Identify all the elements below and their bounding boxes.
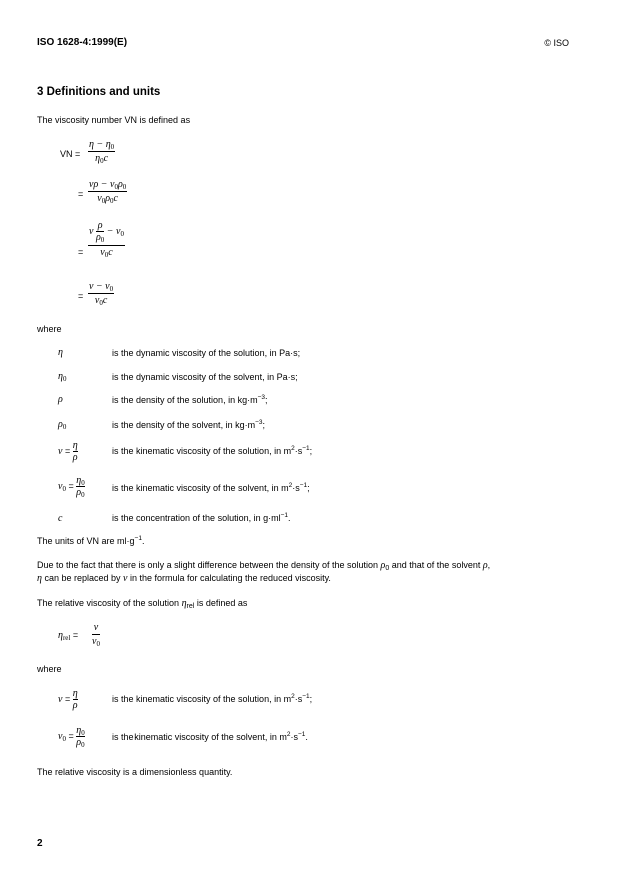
page-number: 2: [37, 838, 43, 849]
symbol-c: c: [58, 513, 63, 524]
eq2-numerator: $\nu\rho - \nu_0\rho_0$: [89, 179, 127, 191]
rel-numerator: ν: [93, 622, 99, 633]
definition-text: is the concentration of the solution, in $g\cdot ml^{-1}$.: [112, 512, 291, 523]
vn-label: VN =: [60, 149, 81, 159]
symbol-eta: η: [58, 347, 63, 358]
symbol-nu0-2: $\nu_0$ = $\frac{\eta_0}{\rho_0}$: [58, 725, 85, 749]
equation-4: [88, 281, 114, 306]
where-label: where: [37, 324, 62, 334]
section-title: 3 Definitions and units: [37, 86, 161, 98]
equation-1: [88, 139, 115, 164]
paragraph-line-2: η can be replaced by ν in the formula for calculating the reduced viscosity.: [37, 573, 331, 584]
definition-text: is the kinematic viscosity of the solvent, in $m^2\cdot s^{-1}$.: [112, 731, 308, 742]
definition-text: is the kinematic viscosity of the solution, in $m^2\cdot s^{-1}$;: [112, 693, 313, 704]
symbol-nu-2: ν = $\frac{\eta}{\rho}$: [58, 688, 78, 711]
eq1-numerator: $\eta - \eta_0$: [89, 139, 115, 151]
relative-viscosity-intro: The relative viscosity of the solution $\eta_{rel}$ is defined as: [37, 598, 248, 610]
symbol-rho: ρ: [58, 394, 63, 405]
definition-text: is the kinematic viscosity of the solution, in $m^2\cdot s^{-1}$;: [112, 445, 313, 456]
equation-3: [88, 220, 125, 258]
definition-text: is the density of the solvent, in $kg\cdot m^{-3}$;: [112, 419, 266, 430]
eq4-numerator: $\nu - \nu_0$: [89, 281, 114, 293]
definition-text: is the kinematic viscosity of the solvent, in $m^2\cdot s^{-1}$;: [112, 482, 310, 493]
eq4-equals: =: [78, 291, 84, 301]
rel-eq-lhs: $\eta_{rel}$ =: [58, 630, 79, 642]
symbol-eta0: $\eta_0$: [58, 371, 67, 383]
document-id: ISO 1628-4:1999(E): [37, 37, 128, 48]
eq3-numerator: ν $\frac{\rho}{\rho_0}$ − $\nu_0$: [89, 220, 124, 244]
symbol-nu0: $\nu_0$ = $\frac{\eta_0}{\rho_0}$: [58, 475, 85, 499]
closing-text: The relative viscosity is a dimensionless quantity.: [37, 767, 233, 777]
relative-viscosity-equation: [92, 622, 100, 647]
intro-text: The viscosity number VN is defined as: [37, 115, 191, 125]
eq3-denominator: $\nu_0c$: [100, 247, 113, 259]
definition-text: is the density of the solution, in $kg\cdot m^{-3}$;: [112, 394, 268, 405]
symbol-nu: ν = $\frac{\eta}{\rho}$: [58, 440, 78, 463]
definition-text: is the dynamic viscosity of the solution, in Pa·s;: [112, 348, 301, 358]
eq3-inner-fraction: $\frac{\rho}{\rho_0}$: [95, 220, 105, 244]
definition-text: is the dynamic viscosity of the solvent, in Pa·s;: [112, 372, 298, 382]
eq4-denominator: $\nu_0c$: [94, 295, 108, 307]
symbol-rho0: $\rho_0$: [58, 419, 67, 431]
where-label-2: where: [37, 664, 62, 674]
eq1-denominator: $\eta_0c$: [95, 153, 109, 165]
equation-2: [88, 179, 127, 204]
rel-denominator: $\nu_0$: [92, 636, 100, 648]
copyright-notice: © ISO: [544, 38, 569, 48]
eq2-equals: =: [78, 189, 84, 199]
eq2-denominator: $\nu_0\rho_0c$: [97, 193, 118, 205]
units-text: The units of VN are $ml\cdot g^{-1}$.: [37, 535, 145, 546]
eq3-equals: =: [78, 247, 84, 257]
paragraph-line-1: Due to the fact that there is only a slight difference between the density of the solution $\rho_0$ and that of the solvent ρ,: [37, 560, 491, 572]
